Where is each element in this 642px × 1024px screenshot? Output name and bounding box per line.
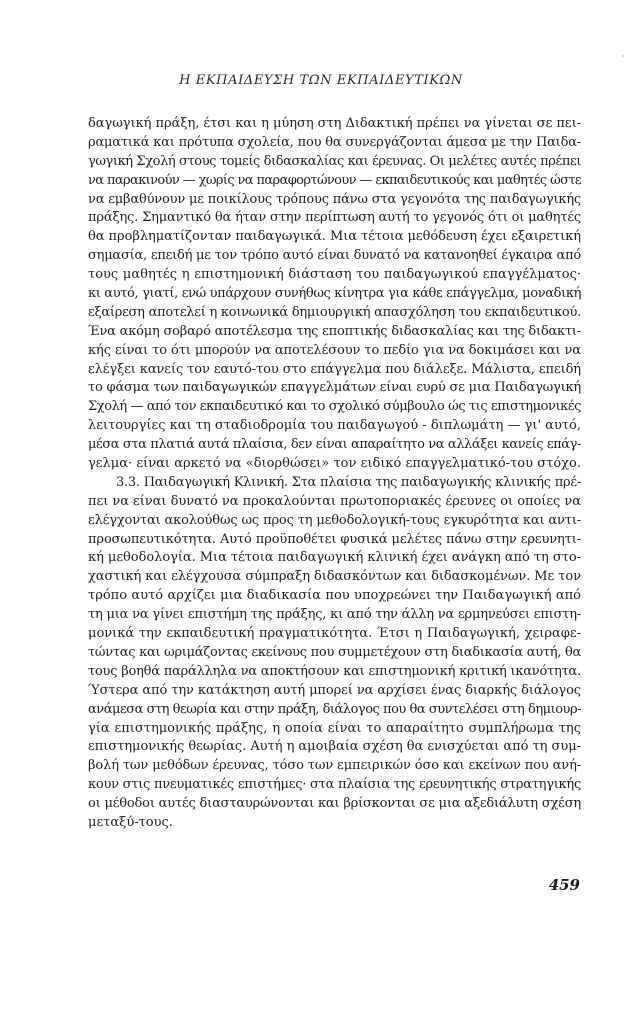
text-line: να παρακινούν — χωρίς να παραφορτώνουν — εκπαιδευτικούς και μαθητές ώστε bbox=[88, 172, 581, 188]
text-line: κή μεθοδολογία. Μια τέτοια παιδαγωγική κλινική έχει ανάγκη από τη στο- bbox=[88, 550, 581, 566]
body-text bbox=[88, 115, 581, 833]
text-line: οι μέθοδοι αυτές διασταυρώνονται και βρίσκονται σε μια αξεδιάλυτη σχέση bbox=[88, 796, 581, 812]
text-line: Ύστερα από την κατάκτηση αυτή μπορεί να αρχίσει ένας διαρκής διάλογος bbox=[88, 682, 581, 698]
page-number: 459 bbox=[548, 876, 580, 894]
text-line: κι αυτό, γιατί, ενώ υπάρχουν συνήθως κίνητρα για κάθε επάγγελμα, μοναδική bbox=[88, 286, 581, 302]
text-line: σημασία, επειδή με τον τρόπο αυτό είναι δυνατό να κατανοηθεί έγκαιρα από bbox=[88, 248, 581, 264]
text-line: χαστική και ελέγχουσα σύμπραξη διδασκόντων και διδασκομένων. Με τον bbox=[88, 569, 581, 585]
text-line: τρόπο αυτό αρχίζει μια διαδικασία που υποχρεώνει την Παιδαγωγική από bbox=[88, 588, 581, 604]
section-heading-line: 3.3. Παιδαγωγική Κλινική. Στα πλαίσια της παιδαγωγικής κλινικής πρέ- bbox=[116, 474, 581, 490]
text-line: δαγωγική πράξη, έτσι και η μύηση στη Διδακτική πρέπει να γίνεται σε πει- bbox=[88, 116, 581, 131]
text-line: Ένα ακόμη σοβαρό αποτέλεσμα της εποπτικής διδασκαλίας και της διδακτι- bbox=[88, 323, 581, 339]
text-line: πράξης. Σημαντικό θα ήταν στην περίπτωση αυτή το γεγονός ότι οι μαθητές bbox=[88, 210, 581, 226]
text-line: τους μαθητές η επιστημονική διάσταση του παιδαγωγικού επαγγέλματος· bbox=[88, 267, 581, 283]
text-line: Σχολή — από τον εκπαιδευτικό και το σχολικό σύμβουλο ώς τις επιστημονικές bbox=[88, 399, 581, 415]
text-line: ελέγχονται ακολούθως ως προς τη μεθοδολογική-τους εγκυρότητα και αντι- bbox=[88, 512, 581, 528]
text-line: ανάμεσα στη θεωρία και στην πράξη, διάλογος που θα συντελέσει στη δημιουρ- bbox=[88, 701, 581, 717]
text-line: μονικά την εκπαιδευτική πραγματικότητα. Έτσι η Παιδαγωγική, χειραφε- bbox=[88, 626, 581, 642]
paper-speck bbox=[622, 55, 624, 57]
text-line: γωγική Σχολή στους τομείς διδασκαλίας και έρευνας. Οι μελέτες αυτές πρέπει bbox=[88, 153, 581, 169]
text-line: να εμβαθύνουν με ποικίλους τρόπους πάνω στα γεγονότα της παιδαγωγικής bbox=[88, 191, 581, 207]
text-line: επιστημονικής θεωρίας. Αυτή η αμοιβαία σχέση θα ενισχύεται από τη συμ- bbox=[88, 739, 581, 755]
text-line: ραματικά και πρότυπα σχολεία, που θα συνεργάζονται άμεσα με την Παιδα- bbox=[88, 134, 581, 150]
text-line: εξαίρεση αποτελεί η κοινωνικά δημιουργική απασχόληση του εκπαιδευτικού. bbox=[88, 304, 581, 320]
text-line: θα προβληματίζονταν παιδαγωγικά. Μια τέτοια μεθόδευση έχει εξαιρετική bbox=[88, 229, 581, 245]
text-line: προσωπευτικότητα. Αυτό προϋποθέτει φυσικά μελέτες πάνω στην ερευνητι- bbox=[88, 531, 581, 547]
text-line: γελμα· είναι αρκετό να «διορθώσει» τον ειδικό επαγγελματικό-του στόχο. bbox=[88, 456, 581, 472]
text-line: τη μια να γίνει επιστήμη της πράξης, κι από την άλλη να ερμηνεύσει επιστη- bbox=[88, 607, 581, 623]
text-line: λειτουργίες και τη σταδιοδρομία του παιδαγωγού - διπλωμάτη — γι' αυτό, bbox=[88, 418, 581, 434]
text-line: πει να είναι δυνατό να προκαλούνται πρωτοποριακές έρευνες οι οποίες να bbox=[88, 493, 581, 509]
text-line: τώντας και ωριμάζοντας εκείνους που συμμετέχουν στη διαδικασία αυτή, θα bbox=[88, 644, 581, 660]
text-line: κής είναι το ότι μπορούν να αποτελέσουν το πεδίο για να δοκιμάσει και να bbox=[88, 342, 581, 358]
text-line: μέσα στα πλατιά αυτά πλαίσια, δεν είναι απαραίτητο να αλλάξει κανείς επάγ- bbox=[88, 437, 581, 453]
text-line: το φάσμα των παιδαγωγικών επαγγελμάτων είναι ευρύ σε μια Παιδαγωγική bbox=[88, 380, 581, 396]
text-line: ελέγξει κανείς τον εαυτό-του στο επάγγελμα που διάλεξε. Μάλιστα, επειδή bbox=[88, 361, 581, 377]
text-line: κουν στις πνευματικές επιστήμες· στα πλαίσια της ερευνητικής στρατηγικής bbox=[88, 777, 581, 793]
text-line: τους βοηθά παράλληλα να αποκτήσουν και επιστημονική κριτική ικανότητα. bbox=[88, 663, 581, 679]
running-head: Η ΕΚΠΑΙΔΕΥΣΗ ΤΩΝ ΕΚΠΑΙΔΕΥΤΙΚΩΝ bbox=[179, 73, 463, 88]
text-line: μεταξύ-τους. bbox=[88, 814, 173, 830]
text-line: γία επιστημονικής πράξης, η οποία είναι το απαραίτητο συμπλήρωμα της bbox=[88, 720, 581, 736]
text-line: βολή των μεθόδων έρευνας, τόσο των εμπειρικών όσο και εκείνων που ανή- bbox=[88, 758, 581, 774]
